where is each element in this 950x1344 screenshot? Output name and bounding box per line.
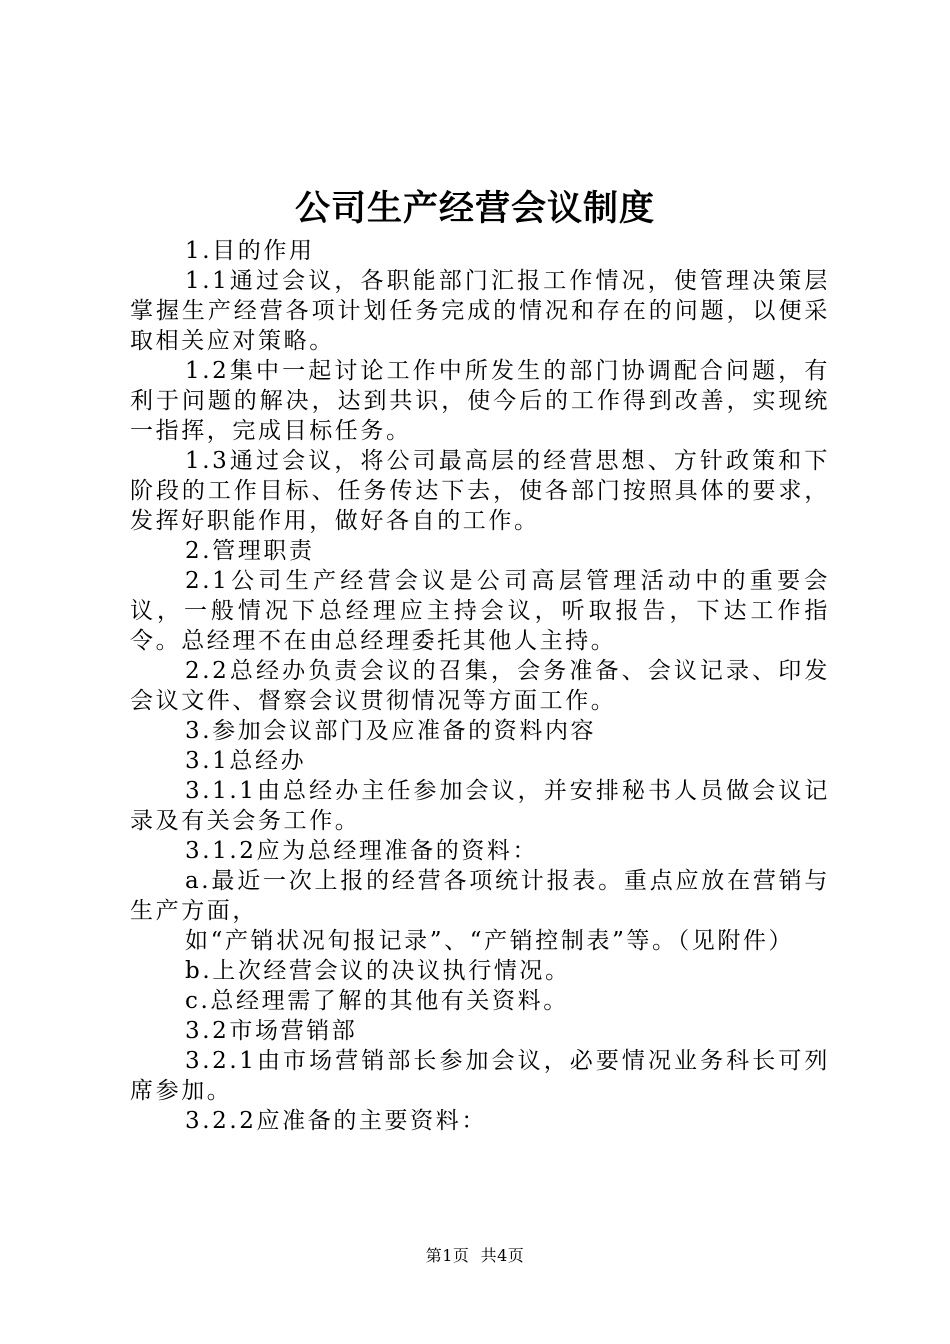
subsection-heading: 3.1总经办 <box>185 748 307 774</box>
page-footer <box>0 1246 950 1266</box>
paragraph: 3.2.2应准备的主要资料： <box>185 1108 487 1134</box>
list-item: a.最近一次上报的经营各项统计报表。重点应放在营销与生产方面， <box>130 868 830 924</box>
page-total: 共4页 <box>480 1246 525 1265</box>
paragraph: 3.2.1由市场营销部长参加会议，必要情况业务科长可列席参加。 <box>130 1048 830 1104</box>
paragraph: 2.2总经办负责会议的召集，会务准备、会议记录、印发会议文件、督察会议贯彻情况等方面工作。 <box>130 658 830 714</box>
list-item-continuation: 如“产销状况旬报记录”、“产销控制表”等。（见附件） <box>185 928 795 954</box>
paragraph: 3.1.2应为总经理准备的资料： <box>185 838 539 864</box>
section-heading: 3.参加会议部门及应准备的资料内容 <box>185 718 597 744</box>
paragraph: 2.1公司生产经营会议是公司高层管理活动中的重要会议，一般情况下总经理应主持会议，听取报告，下达工作指令。总经理不在由总经理委托其他人主持。 <box>130 568 830 654</box>
paragraph: 3.1.1由总经办主任参加会议，并安排秘书人员做会议记录及有关会务工作。 <box>130 778 830 834</box>
paragraph: 1.3通过会议，将公司最高层的经营思想、方针政策和下阶段的工作目标、任务传达下去，使各部门按照具体的要求，发挥好职能作用，做好各自的工作。 <box>130 448 830 534</box>
list-item: b.上次经营会议的决议执行情况。 <box>185 958 571 984</box>
subsection-heading: 3.2市场营销部 <box>185 1018 358 1044</box>
section-heading: 2.管理职责 <box>185 538 315 564</box>
paragraph: 1.2集中一起讨论工作中所发生的部门协调配合问题，有利于问题的解决，达到共识，使今后的工作得到改善，实现统一指挥，完成目标任务。 <box>130 358 830 444</box>
page-number: 第1页 <box>425 1246 470 1265</box>
section-heading: 1.目的作用 <box>185 238 315 264</box>
document-title: 公司生产经营会议制度 <box>294 188 655 229</box>
list-item: c.总经理需了解的其他有关资料。 <box>185 988 569 1014</box>
document-body <box>130 236 830 1136</box>
paragraph: 1.1通过会议，各职能部门汇报工作情况，使管理决策层掌握生产经营各项计划任务完成的情况和存在的问题，以便采取相关应对策略。 <box>130 268 830 354</box>
